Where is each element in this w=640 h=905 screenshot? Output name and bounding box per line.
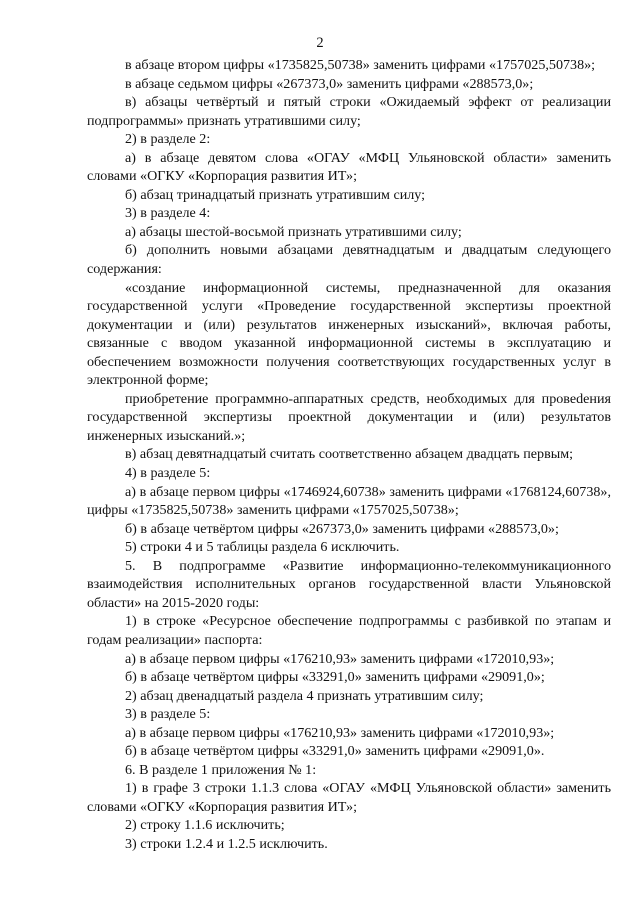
paragraph: а) в абзаце девятом слова «ОГАУ «МФЦ Ульяновской области» заменить словами «ОГКУ «Корпорация развития ИТ»;	[87, 149, 611, 185]
paragraph: в) абзац девятнадцатый считать соответственно абзацем двадцать первым;	[125, 446, 574, 463]
paragraph: 5. В подпрограмме «Развитие информационно-телекоммуникационного взаимодействия исполнительных органов государственной власти Ульяновской области» на 2015-2020 годы:	[87, 557, 611, 611]
paragraph: 3) в разделе 5:	[125, 706, 211, 723]
paragraph: 2) в разделе 2:	[125, 131, 211, 148]
paragraph: 1) в строке «Ресурсное обеспечение подпрограммы с разбивкой по этапам и годам реализации» паспорта:	[87, 613, 611, 648]
paragraph: а) в абзаце первом цифры «1746924,60738» заменить цифрами «1768124,60738», цифры «1735825,50738» заменить цифрами «1757025,50738»;	[87, 483, 611, 519]
paragraph: б) абзац тринадцатый признать утратившим силу;	[125, 186, 426, 203]
document-body	[87, 56, 611, 854]
paragraph: б) в абзаце четвёртом цифры «33291,0» заменить цифрами «29091,0»;	[125, 669, 545, 686]
paragraph: 4) в разделе 5:	[125, 465, 211, 482]
paragraph: б) в абзаце четвёртом цифры «33291,0» заменить цифрами «29091,0».	[125, 743, 545, 760]
paragraph: а) в абзаце первом цифры «176210,93» заменить цифрами «172010,93»;	[125, 724, 555, 741]
paragraph: приобретение программно-аппаратных средств, необходимых для провеdения государственной экспертизы проектной документации и (или) результатов инженерных изысканий.»;	[87, 390, 611, 444]
paragraph: б) в абзаце четвёртом цифры «267373,0» заменить цифрами «288573,0»;	[125, 520, 559, 537]
paragraph: 3) в разделе 4:	[125, 205, 211, 222]
paragraph: 6. В разделе 1 приложения № 1:	[125, 761, 317, 778]
paragraph: 5) строки 4 и 5 таблицы раздела 6 исключить.	[125, 539, 400, 556]
paragraph: 2) абзац двенадцатый раздела 4 признать утратившим силу;	[125, 687, 484, 704]
paragraph: 1) в графе 3 строки 1.1.3 слова «ОГАУ «МФЦ Ульяновской области» заменить словами «ОГКУ «Корпорация развития ИТ»;	[87, 780, 611, 815]
paragraph: в) абзацы четвёртый и пятый строки «Ожидаемый эффект от реализации подпрограммы» признать утратившими силу;	[87, 94, 611, 129]
page-number: 2	[316, 35, 324, 51]
paragraph: в абзаце седьмом цифры «267373,0» заменить цифрами «288573,0»;	[125, 75, 534, 92]
paragraph: 2) строку 1.1.6 исключить;	[125, 817, 285, 834]
paragraph: а) в абзаце первом цифры «176210,93» заменить цифрами «172010,93»;	[125, 650, 555, 667]
paragraph: «создание информационной системы, предназначенной для оказания государственной услуги «Проведение государственной экспертизы проектной документации и (или) результатов инженерных изысканий», включая работы, связанные с вводом указанной информационной системы в эксплуатацию и обеспечением возможности получения соответствующих государственных услуг в электронной форме;	[87, 279, 611, 389]
paragraph: б) дополнить новыми абзацами девятнадцатым и двадцатым следующего содержания:	[87, 242, 611, 278]
paragraph: а) абзацы шестой-восьмой признать утратившими силу;	[125, 223, 462, 240]
paragraph: в абзаце втором цифры «1735825,50738» заменить цифрами «1757025,50738»;	[125, 57, 596, 73]
paragraph: 3) строки 1.2.4 и 1.2.5 исключить.	[125, 835, 328, 852]
